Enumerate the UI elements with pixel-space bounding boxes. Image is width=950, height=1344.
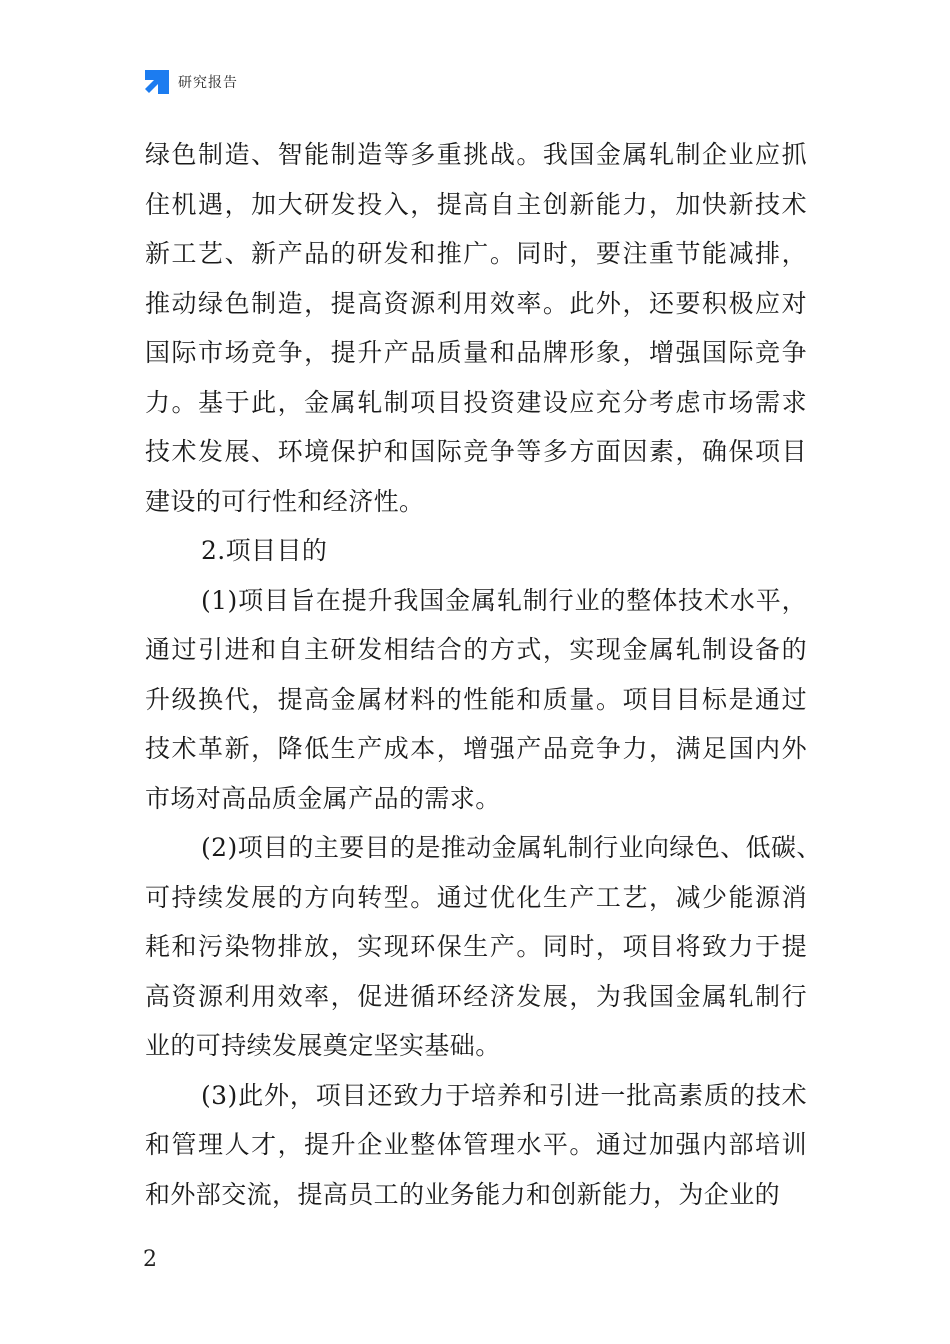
text-line: 绿色制造、智能制造等多重挑战。我国金属轧制企业应抓 xyxy=(145,140,807,169)
text-line: 耗和污染物排放，实现环保生产。同时，项目将致力于提 xyxy=(145,932,807,961)
text-line: 和管理人才，提升企业整体管理水平。通过加强内部培训 xyxy=(145,1130,807,1159)
paragraph xyxy=(145,130,807,526)
text-line: 升级换代，提高金属材料的性能和质量。项目目标是通过 xyxy=(145,684,807,714)
text-line: 国际市场竞争，提升产品质量和品牌形象，增强国际竞争 xyxy=(145,338,807,367)
text-line: 力。基于此，金属轧制项目投资建设应充分考虑市场需求 xyxy=(145,387,807,417)
text-line: 可持续发展的方向转型。通过优化生产工艺，减少能源消 xyxy=(145,882,807,912)
report-header xyxy=(144,68,238,96)
text-line: 2.项目目的 xyxy=(201,536,328,565)
paragraph xyxy=(145,823,822,1071)
text-line: 技术革新，降低生产成本，增强产品竞争力，满足国内外 xyxy=(145,734,807,763)
text-line: 新工艺、新产品的研发和推广。同时，要注重节能减排， xyxy=(145,239,807,268)
text-line: 高资源利用效率，促进循环经济发展，为我国金属轧制行 xyxy=(145,981,807,1011)
text-line: 技术发展、环境保护和国际竞争等多方面因素，确保项目 xyxy=(145,437,807,466)
text-line: (1)项目旨在提升我国金属轧制行业的整体技术水平， xyxy=(201,585,807,615)
diagonal-arrow-logo-icon xyxy=(144,69,170,95)
paragraph xyxy=(145,526,807,576)
text-line: 推动绿色制造，提高资源利用效率。此外，还要积极应对 xyxy=(145,288,807,318)
text-line: 市场对高品质金属产品的需求。 xyxy=(145,783,501,813)
page-number: 2 xyxy=(143,1247,157,1272)
text-line: 住机遇，加大研发投入，提高自主创新能力，加快新技术 xyxy=(145,189,807,219)
text-line: 业的可持续发展奠定坚实基础。 xyxy=(145,1031,501,1060)
text-line: 建设的可行性和经济性。 xyxy=(145,486,425,516)
paragraph xyxy=(145,1071,807,1220)
text-line: 和外部交流，提高员工的业务能力和创新能力，为企业的 xyxy=(145,1179,781,1209)
text-line: (3)此外，项目还致力于培养和引进一批高素质的技术 xyxy=(201,1080,807,1110)
text-line: (2)项目的主要目的是推动金属轧制行业向绿色、低碳、 xyxy=(201,833,822,862)
text-line: 通过引进和自主研发相结合的方式，实现金属轧制设备的 xyxy=(145,635,807,664)
document-body xyxy=(145,130,822,1219)
header-title: 研究报告 xyxy=(178,75,238,91)
paragraph xyxy=(145,576,807,824)
